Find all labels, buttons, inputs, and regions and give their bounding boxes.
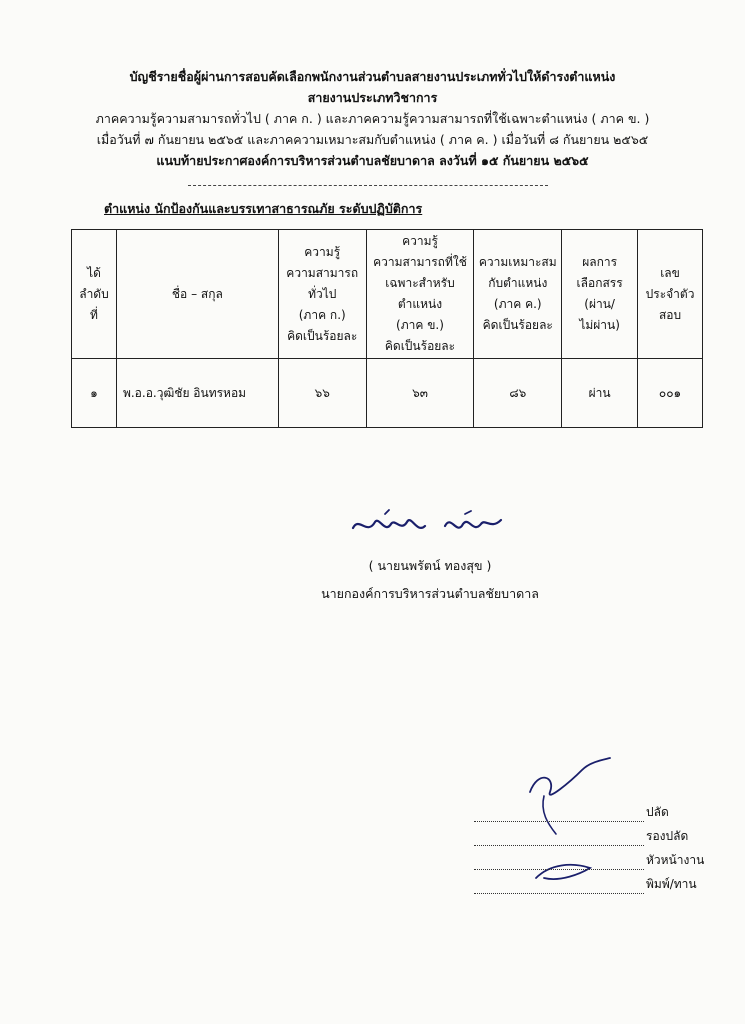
document-header	[60, 66, 685, 171]
header-title-line-2: สายงานประเภทวิชาการ	[307, 90, 438, 105]
table-row	[72, 359, 703, 428]
header-score-a: ความรู้ ความสามารถ ทั่วไป (ภาค ก.) คิดเป็นร้อยละ	[278, 230, 366, 359]
header-exam-parts: ภาคความรู้ความสามารถทั่วไป ( ภาค ก. ) และภาคความรู้ความสามารถที่ใช้เฉพาะตำแหน่ง ( ภาค ข. )	[95, 111, 650, 126]
approval-label: หัวหน้างาน	[646, 853, 705, 867]
approval-label: ปลัด	[646, 805, 669, 819]
header-divider	[188, 185, 548, 186]
header-title-line-1: บัญชีรายชื่อผู้ผ่านการสอบคัดเลือกพนักงานส่วนตำบลสายงานประเภททั่วไปให้ดำรงตำแหน่ง	[129, 69, 616, 84]
cell-score-b: ๖๓	[366, 359, 474, 428]
approval-row	[474, 798, 704, 822]
signer-title: นายกองค์การบริหารส่วนตำบลชัยบาดาล	[321, 586, 539, 601]
approval-label: พิมพ์/ทาน	[646, 877, 697, 891]
cell-name: พ.อ.อ.วุฒิชัย อินทรหอม	[116, 359, 278, 428]
header-exam-dates: เมื่อวันที่ ๗ กันยายน ๒๕๖๕ และภาคความเหมาะสมกับตำแหน่ง ( ภาค ค. ) เมื่อวันที่ ๘ กันยายน ๒๕๖๕	[96, 132, 649, 147]
cell-rank: ๑	[72, 359, 117, 428]
signer-name: ( นายนพรัตน์ ทองสุข )	[368, 558, 492, 573]
approval-row	[474, 822, 704, 846]
header-name: ชื่อ – สกุล	[116, 230, 278, 359]
approval-list	[474, 798, 704, 894]
header-result: ผลการ เลือกสรร (ผ่าน/ ไม่ผ่าน)	[562, 230, 638, 359]
header-announcement-ref: แนบท้ายประกาศองค์การบริหารส่วนตำบลชัยบาดาล ลงวันที่ ๑๕ กันยายน ๒๕๖๕	[156, 153, 589, 168]
header-score-b: ความรู้ ความสามารถที่ใช้ เฉพาะสำหรับ ตำแหน่ง (ภาค ข.) คิดเป็นร้อยละ	[366, 230, 474, 359]
table-header-row	[72, 230, 703, 359]
approval-row	[474, 846, 704, 870]
header-rank: ได้ ลำดับ ที่	[72, 230, 117, 359]
handwritten-signature	[345, 508, 515, 542]
header-exam-no: เลข ประจำตัว สอบ	[638, 230, 703, 359]
approval-row	[474, 870, 704, 894]
cell-exam-no: ๐๐๑	[638, 359, 703, 428]
cell-result: ผ่าน	[562, 359, 638, 428]
cell-score-c: ๘๖	[474, 359, 562, 428]
signature-line	[474, 845, 644, 846]
signature-line	[474, 869, 644, 870]
header-score-c: ความเหมาะสม กับตำแหน่ง (ภาค ค.) คิดเป็นร้อยละ	[474, 230, 562, 359]
approval-label: รองปลัด	[646, 829, 689, 843]
signature-block	[280, 508, 580, 604]
position-title: ตำแหน่ง นักป้องกันและบรรเทาสาธารณภัย ระดับปฏิบัติการ	[104, 201, 423, 216]
cell-score-a: ๖๖	[278, 359, 366, 428]
signature-line	[474, 893, 644, 894]
signature-line	[474, 821, 644, 822]
results-table	[71, 229, 703, 428]
